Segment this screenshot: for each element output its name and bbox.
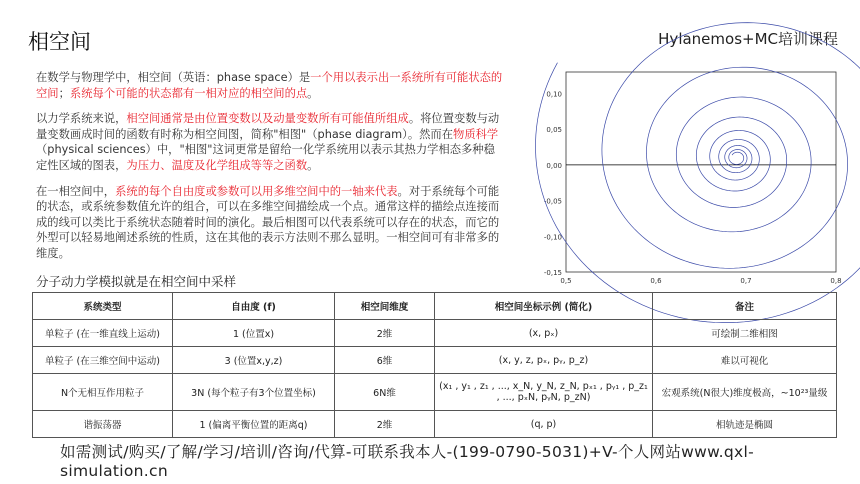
body-text: [36, 70, 506, 272]
x-tick-label: 0,6: [650, 277, 662, 285]
y-tick-label: 0,05: [546, 126, 562, 135]
table-header-row: [33, 293, 837, 320]
text-segment: 。将位置变数与动量变数画成时间的函数有时称为相空间图，简称"相图"（phase diagram）。然而在: [36, 112, 500, 141]
highlight-segment: 物质科学: [453, 127, 499, 141]
cell-coordinates: (x, pₓ): [435, 320, 653, 347]
cell-dimension: 2维: [335, 320, 435, 347]
y-tick-label: 0,10: [546, 90, 562, 99]
phase-space-table: [32, 292, 837, 438]
y-tick-label: -0,10: [543, 233, 562, 242]
cell-coordinates: (x₁ , y₁ , z₁ , ..., x_N, y_N, z_N, pₓ₁ , pᵧ₁ , p_z₁ , ..., pₓN, pᵧN, p_zN): [435, 374, 653, 411]
cell-notes: 可绘制二维相图: [653, 320, 837, 347]
text-segment: 。: [307, 158, 319, 172]
cell-system-type: 单粒子 (在一维直线上运动): [33, 320, 173, 347]
table-row: [33, 411, 837, 438]
cell-coordinates: (q, p): [435, 411, 653, 438]
cell-notes: 相轨迹是椭圆: [653, 411, 837, 438]
text-segment: 以力学系统来说，: [36, 112, 127, 126]
table-row: [33, 320, 837, 347]
x-tick-label: 0,5: [560, 277, 572, 285]
phase-trajectory-series: [536, 23, 860, 323]
highlight-segment: 相空间通常是由位置变数以及动量变数所有可能值所组成: [126, 112, 409, 126]
header-degrees-of-freedom: 自由度 (f): [173, 293, 335, 320]
cell-degrees-of-freedom: 1 (偏离平衡位置的距离q): [173, 411, 335, 438]
text-segment: （physical sciences）中，"相图"这词更常是留给一化学系统用以表示其热力学相态多种稳定性区域的图表，: [36, 143, 495, 172]
highlight-segment: 系统每个可能的状态都有一相对应的相空间的点: [69, 86, 308, 100]
header-coordinates: 相空间坐标示例 (简化): [435, 293, 653, 320]
y-tick-label: 0,00: [546, 161, 562, 170]
paragraph-definition: [36, 70, 506, 101]
text-segment: ；: [58, 86, 70, 100]
cell-notes: 难以可视化: [653, 347, 837, 374]
paragraph-mechanics: [36, 111, 506, 173]
y-axis: [544, 90, 562, 277]
text-segment: 在数学与物理学中，相空间（英语：phase space）是: [36, 71, 311, 84]
cell-dimension: 6N维: [335, 374, 435, 411]
paragraph-dimensions: [36, 184, 506, 262]
text-segment: 。对于系统每个可能的状态，或系统参数值允许的组合，可以在多维空间描绘成一个点。通常这样的描绘点连接而成的线可以类比于系统状态随着时间的演化。最后相图可以代表系统可以存在的状态，而它的外型可以轻易地阐述系统的性质，这在其他的表示方法则不那么显明。一相空间可有非常多的维度。: [36, 184, 500, 260]
x-tick-label: 0,7: [740, 277, 752, 285]
table-row: [33, 374, 837, 411]
cell-system-type: 单粒子 (在三维空间中运动): [33, 347, 173, 374]
page-title: 相空间: [28, 30, 91, 54]
course-brand: Hylanemos+MC培训课程: [658, 30, 838, 48]
highlight-segment: 为压力、温度及化学组成等等之函数: [126, 158, 308, 172]
cell-degrees-of-freedom: 1 (位置x): [173, 320, 335, 347]
table-row: [33, 347, 837, 374]
cell-system-type: 谐振荡器: [33, 411, 173, 438]
phase-space-chart: [528, 66, 840, 292]
cell-degrees-of-freedom: 3 (位置x,y,z): [173, 347, 335, 374]
simulation-caption: 分子动力学模拟就是在相空间中采样: [36, 274, 237, 289]
header-dimension: 相空间维度: [335, 293, 435, 320]
cell-dimension: 6维: [335, 347, 435, 374]
cell-system-type: N个无相互作用粒子: [33, 374, 173, 411]
contact-footer: 如需测试/购买/了解/学习/培训/咨询/代算-可联系我本人-(199-0790-5031)+V-个人网站www.qxl-simulation.cn: [60, 443, 754, 480]
text-segment: 。: [307, 86, 319, 100]
y-tick-label: -0,15: [543, 269, 562, 277]
cell-degrees-of-freedom: 3N (每个粒子有3个位置坐标): [173, 374, 335, 411]
highlight-segment: 一个用以表示出一系统所有可能状态的空间: [36, 71, 503, 100]
cell-dimension: 2维: [335, 411, 435, 438]
cell-notes: 宏观系统(N很大)维度极高，~10²³量级: [653, 374, 837, 411]
phase-space-plot: [528, 66, 840, 292]
text-segment: 在一相空间中，: [36, 184, 116, 198]
y-tick-label: -0,05: [543, 197, 562, 206]
x-tick-label: 0,8: [830, 277, 842, 285]
cell-coordinates: (x, y, z, pₓ, pᵧ, p_z): [435, 347, 653, 374]
highlight-segment: 系统的每个自由度或参数可以用多维空间中的一轴来代表: [115, 184, 398, 198]
header-system-type: 系统类型: [33, 293, 173, 320]
header-notes: 备注: [653, 293, 837, 320]
